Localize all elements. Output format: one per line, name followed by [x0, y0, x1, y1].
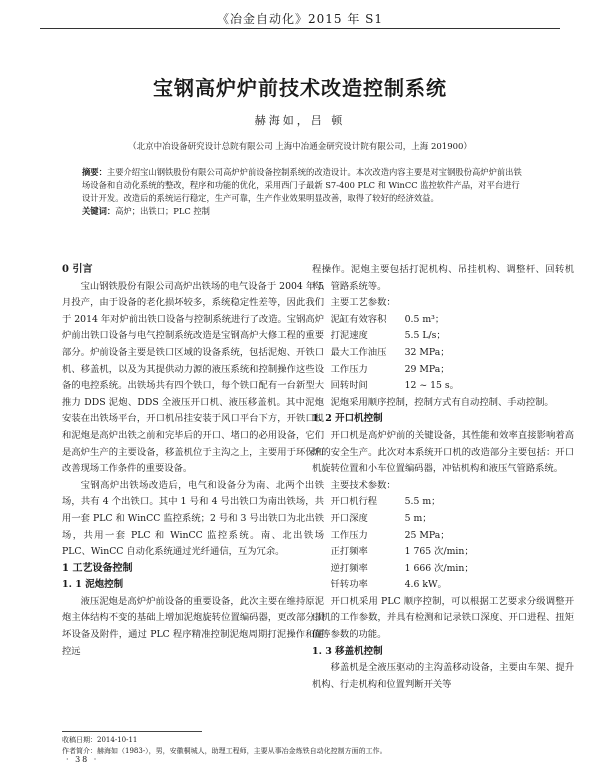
- param-value: 12 ~ 15 s。: [404, 380, 459, 392]
- param-name: 工作压力: [330, 529, 368, 541]
- drill-note: 开口机采用 PLC 顺序控制，可以根据工艺要求分级调整开口机的工作参数，并具有检测和记录铁口深度、开口进程、扭矩值等参数的功能。: [312, 595, 574, 641]
- param-name: 回转时间: [330, 380, 368, 392]
- mud-gun-params: [312, 312, 574, 395]
- footnote: [62, 735, 542, 757]
- authors: 赫海如，吕 顿: [254, 114, 346, 127]
- param-value: 1 666 次/min；: [404, 562, 474, 574]
- received-date: 收稿日期：2014-10-11: [62, 736, 138, 744]
- intro-paragraph-1: 宝山钢铁股份有限公司高炉出铁场的电气设备于 2004 年 5 月投产，由于设备的老化损坏较多，系统稳定性差等，因此我们于 2014 年对炉前出铁口设备与控制系统进行了改造。宝钢高炉炉前出铁口设备与电气控制系统改造是宝钢高炉大修工程的重要部分。炉前设备主要是铁口区域的设备系统，包括泥炮、开铁口机、移盖机，以及为其提供动力源的液压系统和控制操作这些设备的电控系统。出铁场共有四个铁口，每个铁口配有一台新型大推力 DDS 泥炮、DDS 全液压开口机、液压移盖机。其中泥炮安装在出铁场平台，开口机吊挂安装于风口平台下方，开铁口机和泥炮是高炉出铁之前和完毕后的开口、堵口的必用设备，它们是高炉生产的主要设备，移盖机位于主沟之上，主要用于环保和改善现场工作条件的重要设备。: [62, 280, 324, 475]
- param-value: 5 m；: [404, 512, 432, 524]
- mud-gun-note: 泥炮采用顺序控制，控制方式有自动控制、手动控制。: [330, 396, 554, 408]
- section-1-2-paragraph: 开口机是高炉炉前的关键设备，其性能和效率直接影响着高炉的安全生产。此次对本系统开口机的改造部分主要包括：开口机旋转位置和小车位置编码器，冲钻机构和液压气管路系统。: [312, 429, 574, 475]
- param-row: [331, 312, 574, 329]
- param-row: [331, 345, 574, 362]
- intro-paragraph-2: 宝钢高炉出铁场改造后，电气和设备分为南、北两个出铁场，共有 4 个出铁口。其中 1 号和 4 号出铁口为南出铁场，共用一套 PLC 和 WinCC 监控系统；2 号和 3 号出铁口为北出铁场，共用一套 PLC 和 WinCC 监控系统。南、北出铁场 PLC、WinCC 自动化系统通过光纤通信，互为冗余。: [62, 479, 324, 558]
- param-value: 25 MPa；: [404, 529, 450, 541]
- section-1-1-heading: 1. 1 泥炮控制: [62, 579, 124, 591]
- author-bio: 作者简介：赫海如（1983-），男，安徽桐城人，助理工程师，主要从事冶金炼铁自动化控制方面的工作。: [62, 747, 387, 755]
- param-name: 工作压力: [330, 363, 368, 375]
- param-name: 逆打频率: [330, 562, 368, 574]
- footnote-rule: [62, 731, 202, 732]
- drill-params-label: 主要技术参数：: [330, 479, 396, 491]
- param-row: [331, 528, 574, 545]
- right-column: [312, 262, 574, 693]
- mud-gun-params-label: 主要工艺参数：: [330, 297, 396, 309]
- keywords-label: 关键词：: [82, 206, 116, 216]
- param-name: 正打频率: [330, 546, 368, 558]
- param-row: [331, 328, 574, 345]
- param-row: [331, 378, 574, 395]
- section-1-3-heading: 1. 3 移盖机控制: [312, 645, 383, 657]
- section-1-3-paragraph: 移盖机是全液压驱动的主沟盖移动设备，主要由车架、提升机构、行走机构和位置判断开关等: [312, 662, 574, 690]
- section-1-1-paragraph: 液压泥炮是高炉炉前设备的重要设备，此次主要在维持原泥炮主体结构不变的基础上增加泥炮旋转位置编码器，更改部分损坏设备及附件，通过 PLC 程序精准控制泥炮周期打泥操作和通控远: [62, 595, 324, 657]
- param-name: 打泥速度: [330, 330, 368, 342]
- abstract: [82, 166, 522, 218]
- drill-params: [312, 494, 574, 594]
- section-1-heading: 1 工艺设备控制: [62, 562, 133, 574]
- param-row: [331, 511, 574, 528]
- param-row: [331, 544, 574, 561]
- param-name: 钎转功率: [330, 579, 368, 591]
- param-name: 最大工作油压: [330, 346, 387, 358]
- param-row: [331, 494, 574, 511]
- intro-heading: 0 引言: [62, 264, 93, 275]
- param-value: 5.5 L/s；: [404, 330, 446, 342]
- param-value: 29 MPa；: [404, 363, 450, 375]
- param-name: 开口机行程: [330, 496, 378, 508]
- running-header: 《冶金自动化》2015 年 S1: [216, 12, 384, 26]
- continued-paragraph: 程操作。泥炮主要包括打泥机构、吊挂机构、调整杆、回转机构、管路系统等。: [312, 264, 574, 292]
- page-number: · 38 ·: [66, 755, 99, 764]
- param-row: [331, 561, 574, 578]
- param-value: 5.5 m；: [404, 496, 441, 508]
- param-value: 4.6 kW。: [404, 579, 447, 591]
- keywords: 高炉；出铁口；PLC 控制: [115, 206, 210, 216]
- section-1-2-heading: 1. 2 开口机控制: [312, 413, 383, 425]
- paper-title: 宝钢高炉炉前技术改造控制系统: [153, 76, 447, 100]
- param-value: 1 765 次/min；: [404, 546, 474, 558]
- param-value: 0.5 m³；: [404, 313, 445, 325]
- abstract-text: 主要介绍宝山钢铁股份有限公司高炉炉前设备控制系统的改造设计。本次改造内容主要是对宝钢股份高炉炉前出铁场设备和自动化系统的整改，程序和功能的优化，采用西门子最新 S7-400 PLC 和 WinCC 监控软件产品，对平台进行设计开发。改造后的系统运行稳定，生产可靠，生产作业效果明显改善，取得了较好的经济效益。: [82, 167, 522, 203]
- param-row: [331, 362, 574, 379]
- param-name: 泥缸有效容积: [330, 313, 387, 325]
- affiliation: （北京中冶设备研究设计总院有限公司 上海中冶通金研究设计院有限公司，上海 201900）: [128, 142, 472, 152]
- param-name: 开口深度: [330, 512, 368, 524]
- abstract-label: 摘要：: [82, 167, 107, 177]
- left-column: [62, 262, 324, 660]
- header-rule: [40, 28, 560, 29]
- param-row: [331, 577, 574, 594]
- param-value: 32 MPa；: [404, 346, 450, 358]
